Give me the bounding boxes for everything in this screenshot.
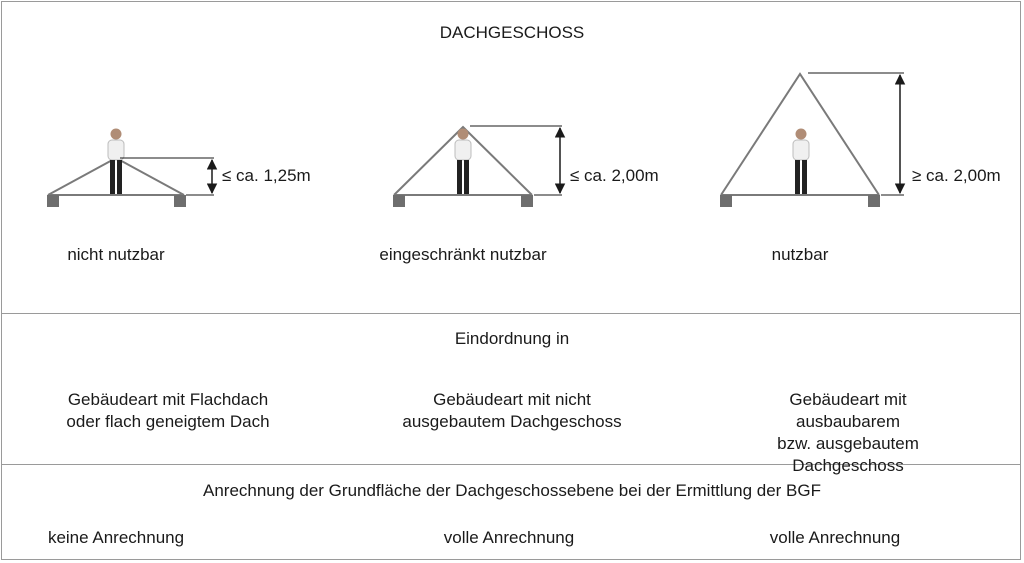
accounting-heading: Anrechnung der Grundfläche der Dachgeschossebene bei der Ermittlung der BGF (202, 481, 822, 500)
classification-item-2: Gebäudeart mit nicht ausgebautem Dachgeschoss (402, 390, 622, 431)
accounting-item-2: volle Anrechnung (443, 528, 575, 547)
roof-3-steep (720, 73, 904, 207)
accounting-item-1: keine Anrechnung (47, 528, 185, 547)
accounting-item-3: volle Anrechnung (769, 528, 901, 547)
diagram-title: DACHGESCHOSS (439, 23, 585, 42)
person-figure-3 (793, 129, 809, 195)
roof-2-height-label: ≤ ca. 2,00m (570, 166, 659, 185)
roof-3-height-label: ≥ ca. 2,00m (912, 166, 1001, 185)
roof-2-caption: eingeschränkt nutzbar (379, 245, 547, 264)
roof-1-height-label: ≤ ca. 1,25m (222, 166, 311, 185)
person-figure-2 (455, 129, 471, 195)
roof-1-flat (47, 129, 214, 208)
roof-2-medium (393, 126, 562, 207)
classification-heading: Eindordnung in (454, 329, 570, 348)
classification-item-1: Gebäudeart mit Flachdach oder flach geneigtem Dach (66, 390, 270, 431)
roof-1-caption: nicht nutzbar (67, 245, 165, 264)
roof-3-caption: nutzbar (771, 245, 829, 264)
person-figure-1 (108, 129, 124, 195)
classification-item-3: Gebäudeart mit ausbaubarem bzw. ausgebautem Dachgeschoss (777, 390, 919, 475)
